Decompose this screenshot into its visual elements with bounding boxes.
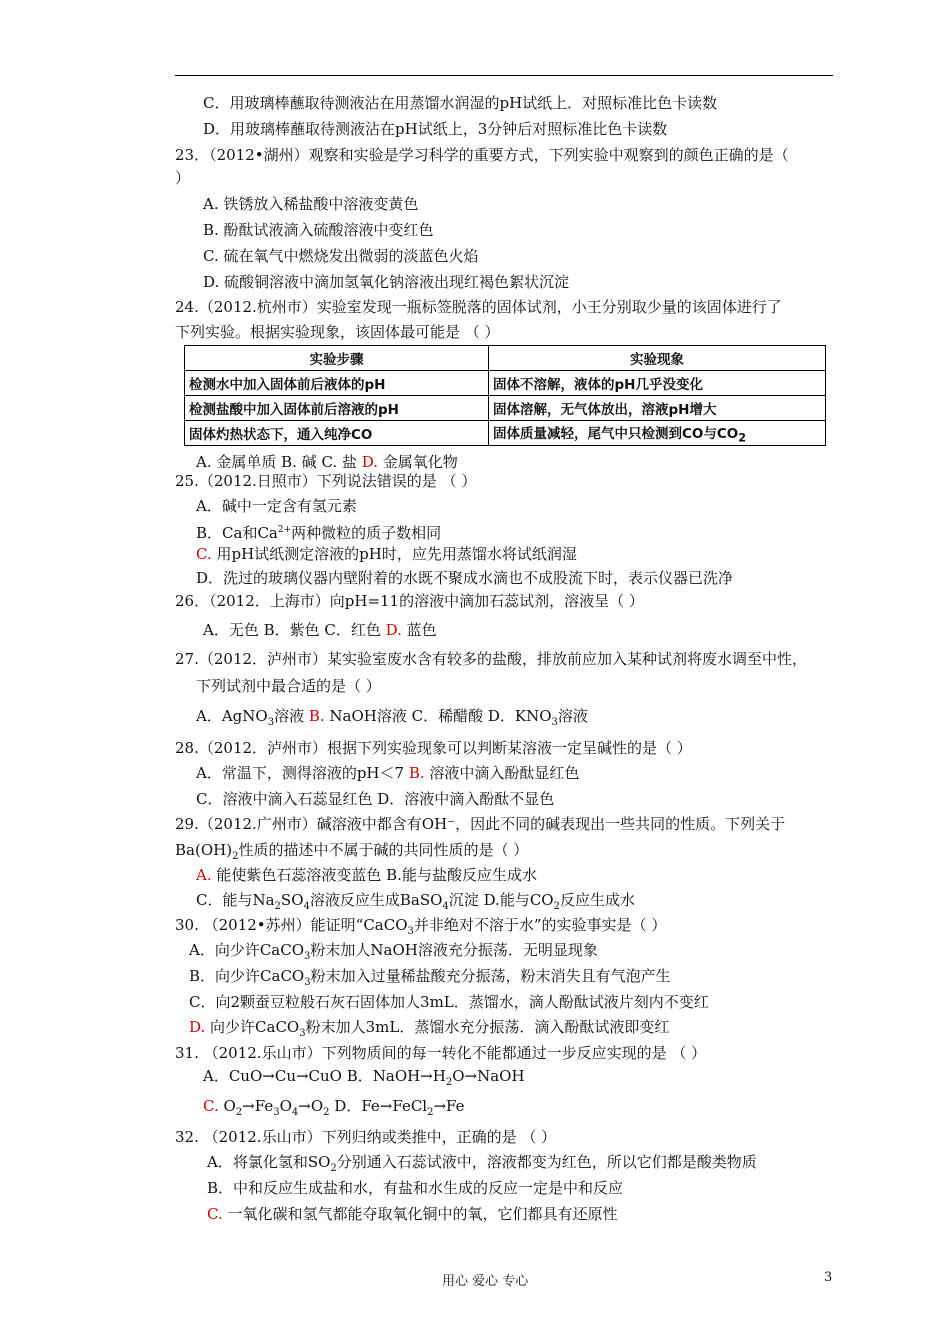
q22-option-d: D．用玻璃棒蘸取待测液沾在pH试纸上，3分钟后对照标准比色卡读数	[203, 120, 668, 138]
option-text: A．常温下，测得溶液的pH＜7	[196, 764, 409, 782]
option-text: 两种微粒的质子数相同	[291, 524, 442, 542]
answer-letter: B.	[308, 707, 325, 725]
q28-options-ab	[196, 763, 579, 783]
answer-letter: C.	[207, 1205, 223, 1223]
option-text: NaOH溶液 C．稀醋酸 D．KNO	[324, 707, 552, 725]
subscript: 2	[235, 1107, 243, 1118]
q32-option-b: B．中和反应生成盐和水，有盐和水生成的反应一定是中和反应	[207, 1179, 624, 1197]
subscript: 2	[330, 1163, 337, 1174]
q23-stem-end: ）	[175, 169, 191, 187]
option-text: B．向少许CaCO	[189, 967, 305, 985]
option-text: 溶液反应生成BaSO	[309, 891, 443, 909]
option-text: 沉淀 D.能与CO	[448, 891, 554, 909]
option-text: A．AgNO	[196, 707, 268, 725]
q26-options	[203, 620, 437, 640]
table-header-row	[185, 346, 826, 371]
option-text: 分别通入石蕊试液中，溶液都变为红色，所以它们都是酸类物质	[336, 1153, 757, 1171]
option-text: 蓝色	[401, 621, 437, 639]
option-text: 反应生成水	[559, 891, 635, 909]
answer-letter: B.	[408, 764, 425, 782]
q25-option-b	[196, 520, 441, 543]
table-cell: 固体灼热状态下，通入纯净CO	[185, 421, 489, 446]
option-text: 粉末加入过量稀盐酸充分振荡，粉末消失且有气泡产生	[310, 967, 671, 985]
q25-stem: 25.（2012.日照市）下列说法错误的是 （ ）	[175, 472, 477, 490]
q25-option-d: D．洗过的玻璃仪器内壁附着的水既不聚成水滴也不成股流下时，表示仪器已洗净	[196, 569, 734, 587]
options-text: A．无色 B．紫色 C．红色	[203, 621, 386, 639]
q30-stem	[175, 915, 666, 942]
page-number: 3	[824, 1270, 833, 1285]
option-text: 溶液	[274, 707, 309, 725]
option-text: 向少许CaCO	[205, 1018, 300, 1036]
table-header: 实验步骤	[185, 346, 489, 371]
q25-option-c	[196, 544, 577, 564]
stem-text: 30. （2012•苏州）能证明“CaCO	[175, 916, 408, 934]
table-cell: 固体溶解，无气体放出，溶液pH增大	[489, 396, 826, 421]
subscript: 2	[232, 851, 239, 862]
option-text: A．向少许CaCO	[189, 941, 305, 959]
table-row	[185, 371, 826, 396]
table-cell: 固体不溶解，液体的pH几乎没变化	[489, 371, 826, 396]
option-text: 能使紫色石蕊溶液变蓝色 B.能与盐酸反应生成水	[211, 866, 537, 884]
header-rule	[175, 75, 833, 76]
q30-option-b	[189, 966, 671, 993]
option-text: →Fe	[242, 1097, 274, 1115]
table-cell: 检测水中加入固体前后液体的pH	[185, 371, 489, 396]
option-text: SO	[280, 891, 304, 909]
option-text: →Fe	[433, 1097, 465, 1115]
subscript: 3	[551, 717, 558, 728]
subscript: 3	[299, 1028, 306, 1039]
q32-stem: 32. （2012.乐山市）下列归纳或类推中，正确的是 （ ）	[175, 1128, 557, 1146]
q30-option-a	[189, 940, 598, 967]
q24-stem: 24.（2012.杭州市）实验室发现一瓶标签脱落的固体试剂，小王分别取少量的该固体进行了	[175, 298, 782, 316]
q31-options-ab	[203, 1066, 525, 1093]
q28-options-cd: C．溶液中滴入石蕊显红色 D．溶液中滴入酚酞不显色	[196, 790, 555, 808]
options-text: A. 金属单质 B. 碱 C. 盐	[196, 453, 362, 471]
q23-option-a: A. 铁锈放入稀盐酸中溶液变黄色	[203, 195, 419, 213]
q29-options-cd	[196, 890, 635, 917]
q24-stem-2: 下列实验。根据实验现象，该固体最可能是 （ ）	[175, 323, 500, 341]
subscript: 3	[407, 926, 414, 937]
stem-text: 性质的描述中不属于碱的共同性质的是（ ）	[238, 841, 529, 859]
option-text: →O	[298, 1097, 324, 1115]
option-text: O	[279, 1097, 292, 1115]
q30-option-c: C．向2颗蚕豆粒般石灰石固体加人3mL．蒸馏水，滴人酚酞试液片刻内不变红	[189, 993, 709, 1011]
option-text: 溶液	[557, 707, 588, 725]
q23-option-b: B. 酚酞试液滴入硫酸溶液中变红色	[203, 221, 434, 239]
q27-stem: 27.（2012．泸州市）某实验室废水含有较多的盐酸，排放前应加入某种试剂将废水调至中性，	[175, 650, 808, 668]
q26-stem: 26．（2012．上海市）向pH=11的溶液中滴加石蕊试剂，溶液呈（ ）	[175, 592, 644, 610]
answer-letter: D.	[189, 1018, 206, 1036]
option-text: 溶液中滴入酚酞显红色	[424, 764, 580, 782]
option-text: 用pH试纸测定溶液的pH时，应先用蒸馏水将试纸润湿	[211, 545, 577, 563]
option-text: B．Ca和Ca	[196, 524, 278, 542]
q24-options	[196, 452, 458, 472]
subscript: 2	[427, 1107, 434, 1118]
superscript: 2+	[277, 525, 292, 535]
table-header: 实验现象	[489, 346, 826, 371]
q29-stem-2	[175, 840, 528, 867]
subscript: 4	[303, 901, 310, 912]
option-text: D．Fe→FeCl	[329, 1097, 428, 1115]
q29-stem: 29.（2012.广州市）碱溶液中都含有OH⁻，因此不同的碱表现出一些共同的性质。下列关于	[175, 815, 786, 833]
option-text: 粉末加人NaOH溶液充分振荡．无明显现象	[310, 941, 598, 959]
q27-options	[196, 706, 588, 733]
subscript: 4	[291, 1107, 299, 1118]
experiment-table	[184, 345, 826, 446]
subscript: 3	[304, 951, 311, 962]
q25-option-a: A．碱中一定含有氢元素	[196, 497, 357, 515]
q30-option-d	[189, 1017, 669, 1044]
page-footer: 用心 爱心 专心	[442, 1274, 529, 1289]
option-text: A．将氯化氢和SO	[207, 1153, 331, 1171]
stem-text: 并非绝对不溶于水”的实验事实是（ ）	[413, 916, 667, 934]
option-text: A．CuO→Cu→CuO B．NaOH→H	[203, 1067, 446, 1085]
q27-stem-2: 下列试剂中最合适的是（ ）	[196, 677, 381, 695]
table-row	[185, 421, 826, 446]
subscript: 2	[445, 1077, 453, 1088]
subscript: 2	[553, 901, 560, 912]
subscript: 2	[274, 901, 281, 912]
answer-letter: C.	[203, 1097, 219, 1115]
q28-stem: 28.（2012．泸州市）根据下列实验现象可以判断某溶液一定呈碱性的是（ ）	[175, 739, 692, 757]
subscript: 3	[304, 977, 311, 988]
table-cell	[489, 421, 826, 446]
q31-stem: 31. （2012.乐山市）下列物质间的每一转化不能都通过一步反应实现的是 （ ）	[175, 1044, 707, 1062]
answer-letter: C.	[196, 545, 212, 563]
q29-options-ab	[196, 865, 537, 885]
option-text: 一氧化碳和氢气都能夺取氧化铜中的氧，它们都具有还原性	[222, 1205, 618, 1223]
option-text: O→NaOH	[452, 1067, 525, 1085]
cell-text: 固体质量减轻，尾气中只检测到CO与CO	[493, 425, 739, 442]
table-cell: 检测盐酸中加入固体前后溶液的pH	[185, 396, 489, 421]
q32-option-c	[207, 1204, 618, 1224]
option-text: 粉末加人3mL．蒸馏水充分振荡．滴入酚酞试液即变红	[305, 1018, 670, 1036]
option-text: C．能与Na	[196, 891, 275, 909]
q31-options-cd	[203, 1096, 465, 1123]
q23-stem: 23．（2012•湖州）观察和实验是学习科学的重要方式，下列实验中观察到的颜色正确的是（	[175, 146, 789, 164]
table-row	[185, 396, 826, 421]
q32-option-a	[207, 1152, 757, 1179]
subscript: 2	[738, 431, 747, 445]
subscript: 4	[442, 901, 449, 912]
subscript: 2	[323, 1107, 330, 1118]
q23-option-d: D. 硫酸铜溶液中滴加氢氧化钠溶液出现红褐色絮状沉淀	[203, 273, 570, 291]
q23-option-c: C. 硫在氧气中燃烧发出微弱的淡蓝色火焰	[203, 247, 479, 265]
answer-letter: D.	[361, 453, 378, 471]
subscript: 3	[267, 717, 275, 728]
answer-letter: A.	[196, 866, 212, 884]
option-text: 金属氧化物	[377, 453, 458, 471]
stem-text: Ba(OH)	[175, 841, 233, 859]
answer-letter: D.	[385, 621, 402, 639]
subscript: 3	[273, 1107, 280, 1118]
q22-option-c: C．用玻璃棒蘸取待测液沾在用蒸馏水润湿的pH试纸上．对照标准比色卡读数	[203, 94, 718, 112]
option-text: O	[218, 1097, 236, 1115]
